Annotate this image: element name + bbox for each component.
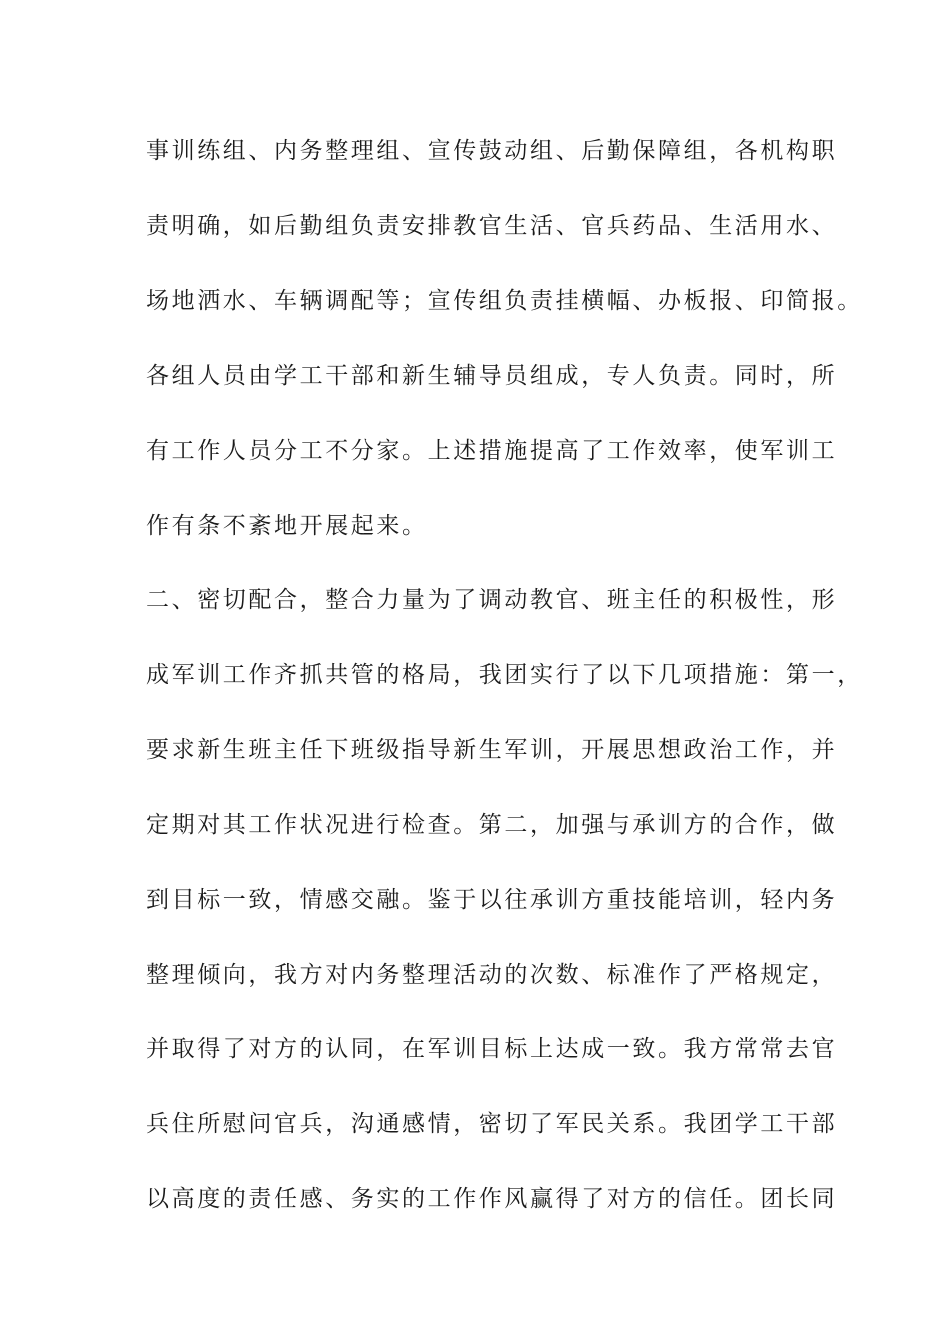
text-line: 责明确，如后勤组负责安排教官生活、官兵药品、生活用水、 [146, 213, 838, 239]
text-line: 成军训工作齐抓共管的格局，我团实行了以下几项措施：第一， [146, 662, 863, 688]
text-line: 作有条不紊地开展起来。 [146, 513, 428, 539]
text-line: 并取得了对方的认同，在军训目标上达成一致。我方常常去官 [146, 1036, 838, 1062]
text-line: 到目标一致，情感交融。鉴于以往承训方重技能培训，轻内务 [146, 887, 838, 913]
text-line: 各组人员由学工干部和新生辅导员组成，专人负责。同时，所 [146, 363, 838, 389]
text-line: 定期对其工作状况进行检查。第二，加强与承训方的合作，做 [146, 812, 838, 838]
text-line: 有工作人员分工不分家。上述措施提高了工作效率，使军训工 [146, 438, 838, 464]
text-line: 事训练组、内务整理组、宣传鼓动组、后勤保障组，各机构职 [146, 138, 838, 164]
text-line: 要求新生班主任下班级指导新生军训，开展思想政治工作，并 [146, 737, 838, 763]
text-line: 以高度的责任感、务实的工作作风赢得了对方的信任。团长同 [146, 1186, 838, 1212]
section-heading-line: 二、密切配合，整合力量为了调动教官、班主任的积极性，形 [146, 587, 838, 613]
text-line: 整理倾向，我方对内务整理活动的次数、标准作了严格规定， [146, 962, 838, 988]
text-line: 场地洒水、车辆调配等；宣传组负责挂横幅、办板报、印简报。 [146, 288, 863, 314]
text-line: 兵住所慰问官兵，沟通感情，密切了军民关系。我团学工干部 [146, 1111, 838, 1137]
